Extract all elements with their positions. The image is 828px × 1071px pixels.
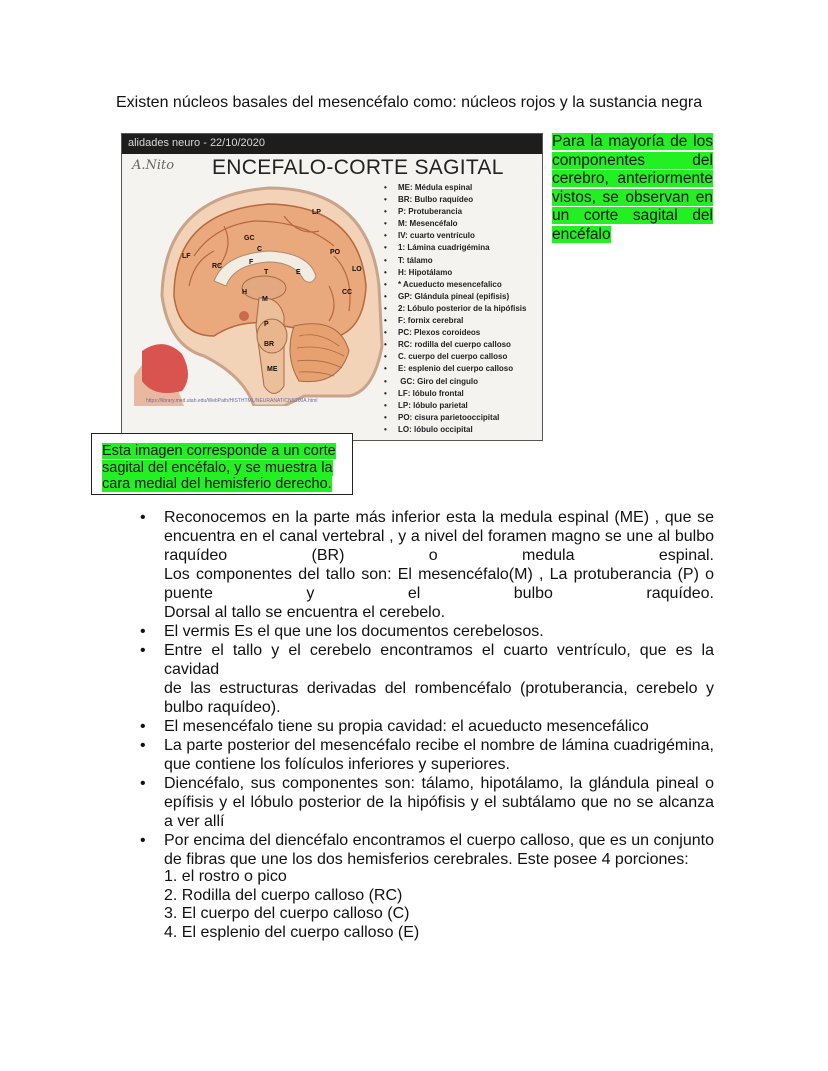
brain-label: GC <box>244 235 255 242</box>
numbered-item: 3. El cuerpo del cuerpo calloso (C) <box>164 905 410 922</box>
bullet-item <box>164 641 714 717</box>
caption-text: Esta imagen corresponde a un corte sagital del encéfalo, y se muestra la cara medial del hemisferio derecho. <box>102 443 336 493</box>
bullet-line: • Reconocemos en la parte más inferior esta la medula espinal (ME) , que se <box>164 509 714 526</box>
brain-sagittal-slide <box>121 133 543 441</box>
legend-item: • LO: lóbulo occipital <box>384 424 526 436</box>
bullet-line: Dorsal al tallo se encuentra el cerebelo. <box>164 604 446 621</box>
brain-label: M <box>262 296 268 303</box>
legend-item: • IV: cuarto ventrículo <box>384 230 526 242</box>
legend-item: • LP: lóbulo parietal <box>384 400 526 412</box>
brain-label: P <box>264 321 269 328</box>
bullet-item <box>164 736 714 774</box>
legend-item: • C. cuerpo del cuerpo calloso <box>384 351 526 363</box>
legend-item: • 2: Lóbulo posterior de la hipófisis <box>384 303 526 315</box>
legend-item: • PO: cisura parietooccipital <box>384 412 526 424</box>
legend-item: • M: Mesencéfalo <box>384 218 526 230</box>
bullet-line: que contiene los folículos inferiores y superiores. <box>164 756 510 773</box>
numbered-item: 4. El esplenio del cuerpo calloso (E) <box>164 923 420 941</box>
bullet-line: de las estructuras derivadas del rombencéfalo (protuberancia, cerebelo y <box>164 680 714 697</box>
brain-label: T <box>264 269 269 276</box>
bullet-line: • Diencéfalo, sus componentes son: tálamo, hipotálamo, la glándula pineal o <box>164 775 714 792</box>
legend-item: • GC: Giro del cingulo <box>384 376 526 388</box>
legend-item: • ME: Médula espinal <box>384 182 526 194</box>
legend-list <box>384 182 526 436</box>
bullet-list <box>164 508 714 869</box>
brain-label: ME <box>267 366 278 373</box>
brain-label: LF <box>182 253 191 260</box>
brain-label: H <box>242 289 248 296</box>
tongue <box>142 344 188 393</box>
slide-caption: alidades neuro - 22/10/2020 <box>128 137 265 149</box>
legend-item: • T: tálamo <box>384 255 526 267</box>
legend-item: • E: esplenio del cuerpo calloso <box>384 363 526 375</box>
slide-title: ENCEFALO-CORTE SAGITAL <box>212 156 504 179</box>
legend-item: • LF: lóbulo frontal <box>384 388 526 400</box>
brain-label: RC <box>212 263 223 270</box>
legend-item: • RC: rodilla del cuerpo calloso <box>384 339 526 351</box>
bullet-line: a ver allí <box>164 813 225 830</box>
bullet-line: • El vermis Es el que une los documentos cerebelosos. <box>164 623 544 640</box>
bullet-item <box>164 774 714 831</box>
image-caption-box <box>91 433 353 495</box>
bullet-line: puente y el bulbo raquídeo. <box>164 585 714 602</box>
brain-label: C <box>257 246 263 253</box>
legend-item: • PC: Plexos coroideos <box>384 327 526 339</box>
bullet-item <box>164 831 714 869</box>
brain-label: LO <box>352 266 362 273</box>
bullet-line: • Entre el tallo y el cerebelo encontramos el cuarto ventrículo, que es la cavidad <box>164 642 714 678</box>
logo: A.Nito <box>132 158 175 173</box>
bullet-line: Los componentes del tallo son: El mesencéfalo(M) , La protuberancia (P) o <box>164 566 714 583</box>
bullet-item <box>164 622 714 641</box>
bullet-item <box>164 717 714 736</box>
bullet-line: raquídeo (BR) o medula espinal. <box>164 547 714 564</box>
brain-illustration <box>134 176 384 406</box>
brain-label: CC <box>342 289 353 296</box>
brain-label: F <box>249 259 254 266</box>
green-note-text: Para la mayoría de los componentes del cerebro, anteriormente vistos, se observan en un corte sagital del encéfalo <box>552 133 713 243</box>
bullet-line: • El mesencéfalo tiene su propia cavidad: el acueducto mesencefálico <box>164 718 649 735</box>
numbered-list <box>164 868 419 942</box>
pituitary <box>239 311 249 321</box>
numbered-item: 1. el rostro o pico <box>164 868 287 885</box>
numbered-item: 2. Rodilla del cuerpo calloso (RC) <box>164 886 403 904</box>
brain-label: BR <box>264 341 275 348</box>
legend-item: • GP: Glándula pineal (epifisis) <box>384 291 526 303</box>
legend-item: • F: fornix cerebral <box>384 315 526 327</box>
brain-label: E <box>296 269 301 276</box>
bullet-line: bulbo raquídeo). <box>164 699 281 716</box>
intro-paragraph: Existen núcleos basales del mesencéfalo como: núcleos rojos y la sustancia negra <box>116 94 703 111</box>
brain-label: PO <box>330 249 341 256</box>
legend-item: • * Acueducto mesencefalico <box>384 279 526 291</box>
brain-label: LP <box>312 209 321 216</box>
legend-item: • H: Hipotálamo <box>384 267 526 279</box>
legend-item: • 1: Lámina cuadrigémina <box>384 242 526 254</box>
bullet-line: • La parte posterior del mesencéfalo recibe el nombre de lámina cuadrigémina, <box>164 737 714 754</box>
bullet-item <box>164 508 714 622</box>
caption-paragraph <box>102 443 346 493</box>
bullet-line: epífisis y el lóbulo posterior de la hipófisis y el subtálamo que no se alcanza <box>164 794 714 811</box>
source-url[interactable]: https://library.med.utah.edu/WebPath/HISTHTML/NEURANAT/CNS200A.html <box>146 398 318 404</box>
bullet-line: • Por encima del diencéfalo encontramos el cuerpo calloso, que es un conjunto <box>164 832 714 849</box>
bullet-line: encuentra en el canal vertebral , y a nivel del foramen magno se une al bulbo <box>164 528 714 545</box>
green-highlight-note <box>552 133 713 245</box>
video-title-bar <box>122 134 542 154</box>
bullet-line: de fibras que une los dos hemisferios cerebrales. Este posee 4 porciones: <box>164 851 689 868</box>
legend-item: • P: Protuberancia <box>384 206 526 218</box>
legend-item: • BR: Bulbo raquídeo <box>384 194 526 206</box>
